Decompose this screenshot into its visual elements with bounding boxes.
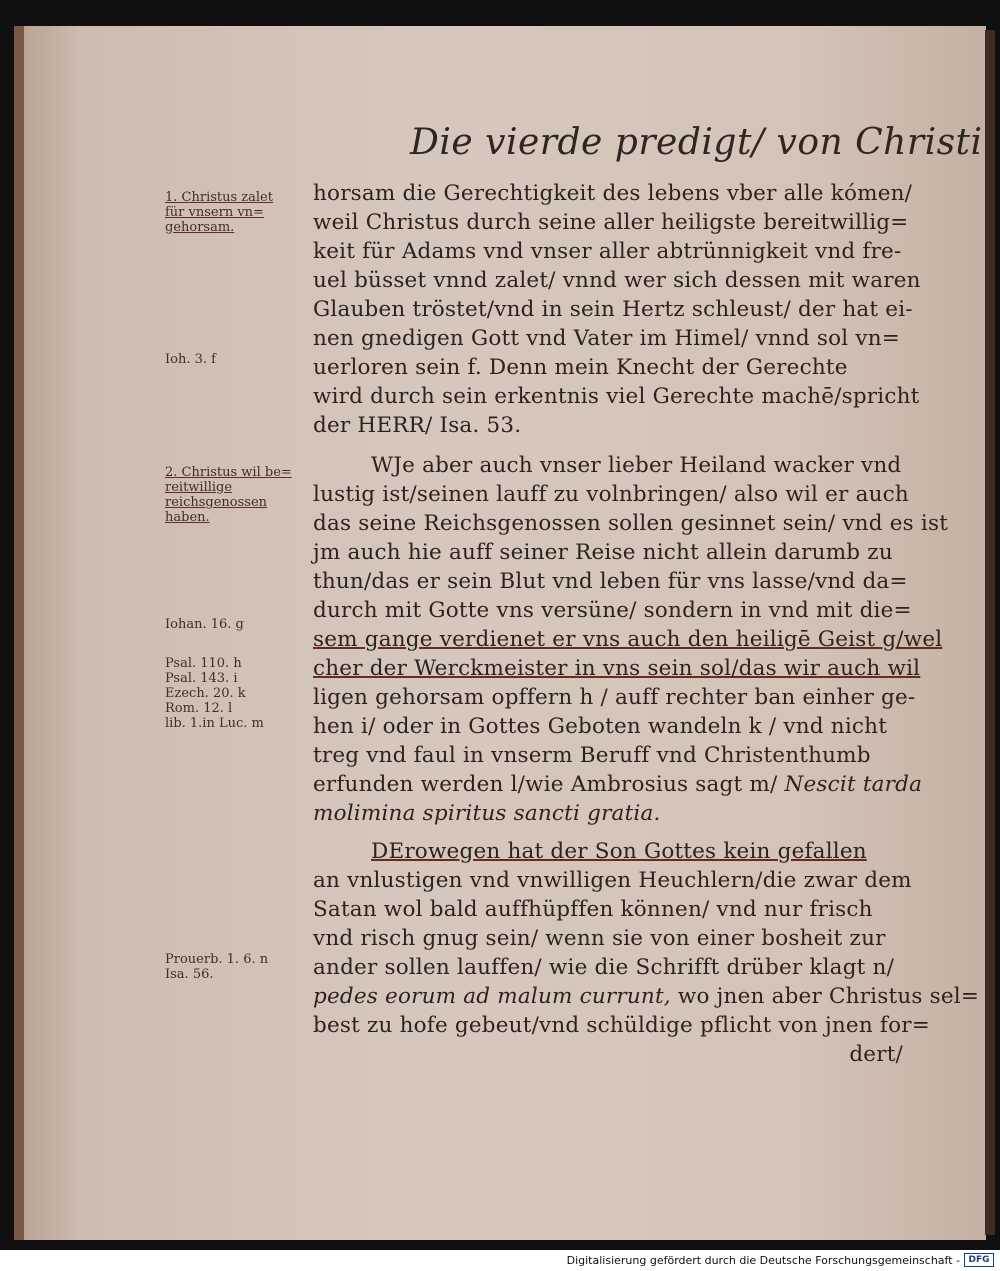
margin-note-line: 2. Christus wil be= bbox=[165, 465, 292, 480]
text-line: sem gange verdienet er vns auch den heiligē Geist g/wel bbox=[313, 627, 943, 652]
margin-note-3 bbox=[165, 465, 305, 525]
text-line: Satan wol bald auffhüpffen können/ vnd nur frisch bbox=[313, 897, 873, 922]
text-line: ligen gehorsam opffern h / auff rechter ban einher ge- bbox=[313, 685, 916, 710]
margin-note-line: Psal. 143. i bbox=[165, 671, 238, 686]
text-line: das seine Reichsgenossen sollen gesinnet sein/ vnd es ist bbox=[313, 511, 949, 536]
margin-note-6 bbox=[165, 952, 305, 982]
page-edge bbox=[985, 30, 995, 1235]
text-line: thun/das er sein Blut vnd leben für vns lasse/vnd da= bbox=[313, 569, 908, 594]
latin-quote: pedes eorum ad malum currunt, bbox=[313, 984, 671, 1009]
margin-note-line: für vnsern vn= bbox=[165, 205, 264, 220]
text-line: treg vnd faul in vnserm Beruff vnd Christenthumb bbox=[313, 743, 871, 768]
text-line: uerloren sein f. Denn mein Knecht der Gerechte bbox=[313, 355, 848, 380]
text-fragment: erfunden werden l/wie Ambrosius sagt m/ bbox=[313, 772, 778, 797]
paragraph-1 bbox=[313, 179, 921, 440]
text-line: ander sollen lauffen/ wie die Schrifft drüber klagt n/ bbox=[313, 955, 895, 980]
text-line: Glauben tröstet/vnd in sein Hertz schleust/ der hat ei- bbox=[313, 297, 913, 322]
margin-note-1 bbox=[165, 190, 305, 235]
margin-note-line: reichsgenossen bbox=[165, 495, 268, 510]
text-line bbox=[313, 982, 980, 1011]
paragraph-3 bbox=[313, 837, 980, 1069]
margin-note-line: lib. 1.in Luc. m bbox=[165, 716, 264, 731]
margin-note-line: Ezech. 20. k bbox=[165, 686, 246, 701]
text-line: keit für Adams vnd vnser aller abtrünnigkeit vnd fre- bbox=[313, 239, 902, 264]
text-line: vnd risch gnug sein/ wenn sie von einer bosheit zur bbox=[313, 926, 886, 951]
text-fragment: wo jnen aber Christus sel= bbox=[670, 984, 980, 1009]
text-line: hen i/ oder in Gottes Geboten wandeln k / vnd nicht bbox=[313, 714, 888, 739]
margin-note-4 bbox=[165, 617, 305, 632]
margin-note-line: Ioh. 3. f bbox=[165, 352, 216, 367]
margin-note-5 bbox=[165, 656, 305, 731]
text-line: nen gnedigen Gott vnd Vater im Himel/ vnnd sol vn= bbox=[313, 326, 900, 351]
text-line: wird durch sein erkentnis viel Gerechte machē/spricht bbox=[313, 384, 920, 409]
margin-note-2 bbox=[165, 352, 305, 367]
text-line: horsam die Gerechtigkeit des lebens vber alle kómen/ bbox=[313, 181, 913, 206]
text-line: best zu hofe gebeut/vnd schüldige pflicht von jnen for= bbox=[313, 1013, 930, 1038]
text-line: durch mit Gotte vns versüne/ sondern in vnd mit die= bbox=[313, 598, 912, 623]
running-head: Die vierde predigt/ von Christi bbox=[410, 122, 983, 163]
catchword: dert/ bbox=[849, 1042, 903, 1067]
text-line: WJe aber auch vnser lieber Heiland wacker vnd bbox=[371, 453, 902, 478]
margin-note-line: Rom. 12. l bbox=[165, 701, 233, 716]
footer bbox=[0, 1250, 1000, 1271]
margin-note-line: Isa. 56. bbox=[165, 967, 214, 982]
margin-note-line: Iohan. 16. g bbox=[165, 617, 244, 632]
text-line: uel büsset vnnd zalet/ vnnd wer sich dessen mit waren bbox=[313, 268, 921, 293]
margin-note-line: haben. bbox=[165, 510, 210, 525]
text-line: weil Christus durch seine aller heiligste bereitwillig= bbox=[313, 210, 909, 235]
text-line: cher der Werckmeister in vns sein sol/das wir auch wil bbox=[313, 656, 921, 681]
margin-note-line: 1. Christus zalet bbox=[165, 190, 273, 205]
paragraph-2 bbox=[313, 451, 949, 828]
margin-note-line: reitwillige bbox=[165, 480, 233, 495]
text-line: lustig ist/seinen lauff zu volnbringen/ also wil er auch bbox=[313, 482, 909, 507]
text-line: an vnlustigen vnd vnwilligen Heuchlern/die zwar dem bbox=[313, 868, 912, 893]
funding-note: Digitalisierung gefördert durch die Deutsche Forschungsgemeinschaft - bbox=[566, 1254, 960, 1267]
text-line: jm auch hie auff seiner Reise nicht allein darumb zu bbox=[313, 540, 893, 565]
text-line: der HERR/ Isa. 53. bbox=[313, 413, 522, 438]
margin-note-line: gehorsam. bbox=[165, 220, 235, 235]
margin-note-line: Psal. 110. h bbox=[165, 656, 242, 671]
latin-quote-line: molimina spiritus sancti gratia. bbox=[313, 801, 661, 826]
text-line: DErowegen hat der Son Gottes kein gefallen bbox=[371, 839, 867, 864]
dfg-logo-icon: DFG bbox=[964, 1253, 994, 1267]
margin-note-line: Prouerb. 1. 6. n bbox=[165, 952, 269, 967]
text-line bbox=[313, 770, 923, 799]
latin-quote: Nescit tarda bbox=[784, 772, 923, 797]
